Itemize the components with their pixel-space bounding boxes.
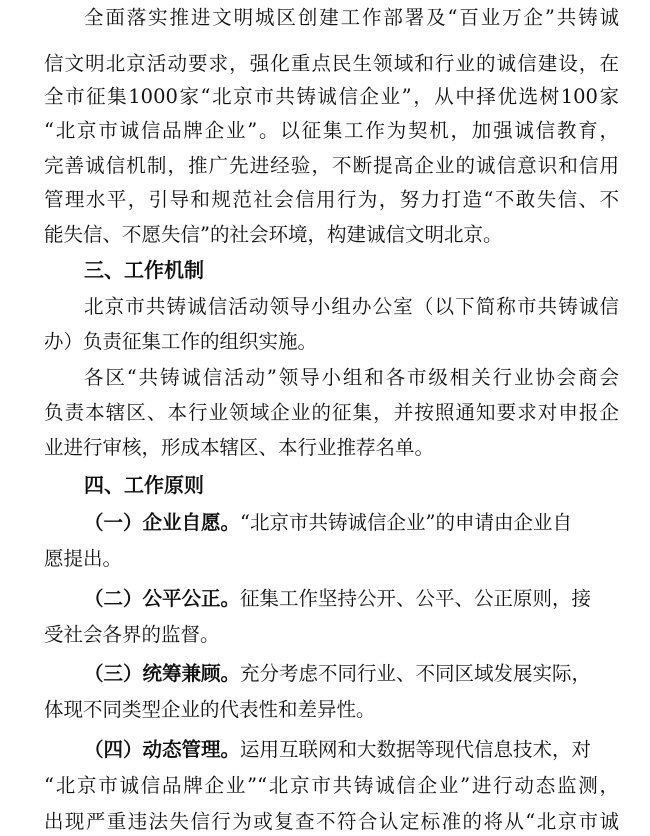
principle-line: 出现严重违法失信行为或复查不符合认定标准的将从“北京市诚 — [44, 810, 619, 833]
principle-line: 愿提出。 — [44, 547, 123, 570]
section-heading-principles: 四、工作原则 — [84, 473, 204, 497]
mechanism-line: 北京市共铸诚信活动领导小组办公室（以下简称市共铸诚信 — [84, 295, 619, 318]
intro-line: 全市征集1000家“北京市共铸诚信企业”，从中择优选树100家 — [44, 85, 619, 108]
intro-line: 信文明北京活动要求，强化重点民生领域和行业的诚信建设，在 — [44, 52, 619, 75]
mechanism-line: 业进行审核，形成本辖区、本行业推荐名单。 — [44, 436, 435, 459]
principle-first-line — [84, 738, 619, 762]
principle-title: （三）统筹兼顾。 — [84, 662, 241, 685]
mechanism-line: 各区“共铸诚信活动”领导小组和各市级相关行业协会商会 — [84, 366, 619, 389]
intro-line: “北京市诚信品牌企业”。以征集工作为契机，加强诚信教育， — [44, 119, 619, 142]
principle-line: “北京市诚信品牌企业”“北京市共铸诚信企业”进行动态监测， — [44, 774, 619, 797]
intro-line: 全面落实推进文明城区创建工作部署及“百业万企”共铸诚 — [84, 6, 619, 29]
principle-first-line — [84, 587, 619, 611]
section-heading-mechanism: 三、工作机制 — [84, 258, 204, 282]
principle-title: （二）公平公正。 — [84, 587, 241, 610]
principle-line: 受社会各界的监督。 — [44, 623, 220, 646]
principle-text: 运用互联网和大数据等现代信息技术，对 — [240, 738, 592, 761]
principle-line: 体现不同类型企业的代表性和差异性。 — [44, 698, 376, 721]
principle-text: 征集工作坚持公开、公平、公正原则，接 — [240, 587, 592, 610]
intro-line: 管理水平，引导和规范社会信用行为，努力打造“不敢失信、不 — [44, 188, 619, 211]
principle-text: 充分考虑不同行业、不同区域发展实际， — [240, 662, 592, 685]
principle-title: （四）动态管理。 — [84, 738, 241, 761]
intro-line: 完善诚信机制，推广先进经验，不断提高企业的诚信意识和信用 — [44, 154, 619, 177]
principle-first-line — [84, 662, 619, 686]
principle-text: “北京市共铸诚信企业”的申请由企业自 — [240, 511, 572, 534]
intro-line: 能失信、不愿失信”的社会环境，构建诚信文明北京。 — [44, 223, 503, 246]
mechanism-line: 办）负责征集工作的组织实施。 — [44, 330, 318, 353]
principle-title: （一）企业自愿。 — [84, 511, 241, 534]
principle-first-line — [84, 511, 619, 535]
mechanism-line: 负责本辖区、本行业领域企业的征集，并按照通知要求对申报企 — [44, 401, 619, 424]
